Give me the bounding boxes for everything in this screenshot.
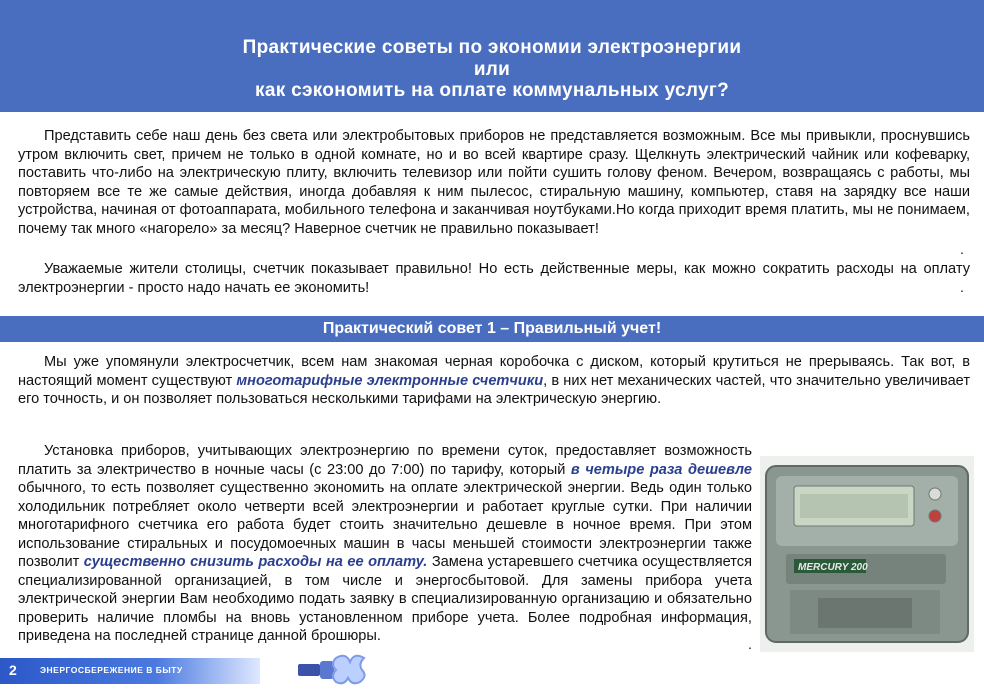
highlight-multitariff-meters: многотарифные электронные счетчики xyxy=(236,372,544,389)
energy-saving-bulb-icon xyxy=(292,650,382,690)
highlight-reduce-costs: существенно снизить расходы на ее оплату. xyxy=(83,554,428,570)
section-paragraph-2-text-end: Замена устаревшего счетчика осуществляется специализированной организацией, в том числе и энергосбытовой. Для замены прибора учета электрической энергии Вам необходимо подать заявку в специализированную организацию и обязательно проверить наличие пломбы на вновь установленном приборе учета. Более подробная информация, приведена на последней странице данной брошюры. xyxy=(18,554,752,644)
page-number: 2 xyxy=(9,662,17,678)
footer-bar xyxy=(0,658,260,684)
section-paragraph-1 xyxy=(18,353,970,409)
section-title: Практический совет 1 – Правильный учет! xyxy=(322,320,662,337)
header-title-line-1: Практические советы по экономии электроэнергии xyxy=(242,37,742,58)
section-paragraph-1-text-end: , в них нет механических частей, что значительно увеличивает его точность, и он позволяет пользоваться несколькими тарифами на электрическую энергию. xyxy=(18,372,971,407)
meter-brand-label: MERCURY 200 xyxy=(798,562,868,573)
section-paragraph-2 xyxy=(18,442,752,646)
highlight-four-times-cheaper: в четыре раза дешевле xyxy=(570,461,752,478)
electricity-meter-photo xyxy=(760,456,974,652)
footer-label: ЭНЕРГОСБЕРЕЖЕНИЕ В БЫТУ xyxy=(40,665,183,675)
intro-paragraph-2: Уважаемые жители столицы, счетчик показывает правильно! Но есть действенные меры, как можно сократить расходы на оплату электроэнергии - просто надо начать ее экономить! xyxy=(18,261,970,296)
stray-dot: . xyxy=(748,636,752,652)
page-header-banner xyxy=(0,0,984,112)
header-title-line-2: или xyxy=(473,59,511,80)
section-paragraph-2-text-mid: обычного, то есть позволяет существенно экономить на оплате электрической энергии. Ведь один только холодильник потребляет около четверти всей электроэнергии и работает круглые сутки. При наличии многотарифного счетчика его работа будет стоить значительно дешевле в ночное время. При этом использование стиральных и посудомоечных машин в часы меньшей стоимости электроэнергии также позволит xyxy=(18,480,752,570)
stray-dot: . xyxy=(960,279,964,295)
header-title-line-3: как сэкономить на оплате коммунальных услуг? xyxy=(255,80,729,101)
section-paragraph-2-text: Установка приборов, учитывающих электроэнергию по времени суток, предоставляет возможность платить за электричество в ночные часы (с 23:00 до 7:00) по тарифу, который xyxy=(18,443,752,478)
section-paragraph-1-text: Мы уже упомянули электросчетчик, всем нам знакомая черная коробочка с диском, который крутиться не прерываясь. Так вот, в настоящий момент существуют xyxy=(18,354,970,389)
section-title-banner xyxy=(0,316,984,342)
stray-dot: . xyxy=(960,241,964,257)
intro-paragraph-1: Представить себе наш день без света или электробытовых приборов не представляется возможным. Все мы привыкли, проснувшись утром включить свет, причем не только в одной комнате, но и во всей квартире сразу. Щелкнуть электрический чайник или кофеварку, поставить что-либо на электрическую плиту, включить телевизор или пойти сушить голову феном. Вечером, возвращаясь с работы, мы повторяем все те же самые действия, иногда добавляя к ним пылесос, стиральную машину, компьютер, ставя на зарядку все наши устройства, начиная от фотоаппарата, мобильного телефона и заканчивая ноутбуками.Но когда приходит время платить, мы не понимаем, почему так много «нагорело» за месяц? Наверное счетчик не правильно показывает! xyxy=(18,128,970,237)
